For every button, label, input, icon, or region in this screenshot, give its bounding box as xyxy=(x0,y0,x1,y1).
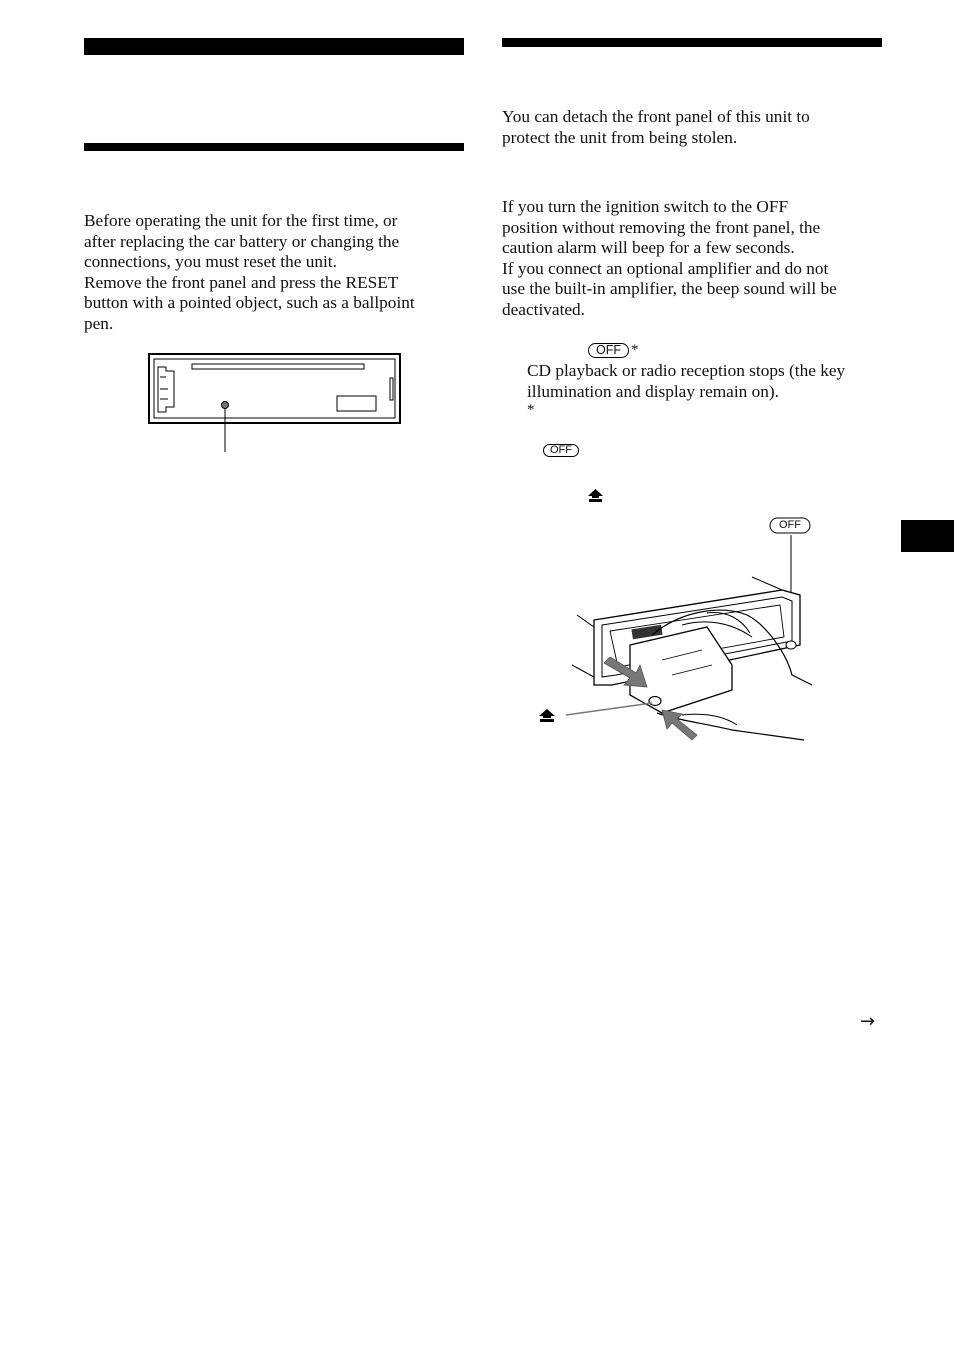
footnote-off-key: OFF xyxy=(543,440,579,458)
reset-instructions: Before operating the unit for the first time, or after replacing the car battery or changing the connections, you must reset the unit. Remove the front panel and press the RESET button with a pointed object, such as a ballpoint pen. xyxy=(84,211,415,333)
figure-off-label: OFF xyxy=(779,519,801,531)
footnote-marker: * xyxy=(527,402,535,418)
off-key-label: OFF xyxy=(588,343,629,358)
right-heading-rule xyxy=(502,38,882,47)
continue-arrow-icon: → xyxy=(860,1011,876,1032)
detach-intro: You can detach the front panel of this unit to protect the unit from being stolen. xyxy=(502,107,810,147)
section-tab xyxy=(901,520,954,552)
left-heading-rule-mid xyxy=(84,143,464,151)
caution-alarm-text: If you turn the ignition switch to the OFF position without removing the front panel, the caution alarm will beep for a few seconds. If you connect an optional amplifier and do not use the built-in amplifier, the beep sound will be deactivated. xyxy=(502,197,837,319)
left-heading-rule-top xyxy=(84,38,464,55)
step1-key-line: OFF * xyxy=(588,341,639,359)
step1-description: CD playback or radio reception stops (the key illumination and display remain on). xyxy=(527,361,846,401)
detach-front-panel-figure xyxy=(532,515,832,747)
release-icon xyxy=(587,488,604,504)
reset-button-diagram xyxy=(146,351,404,455)
